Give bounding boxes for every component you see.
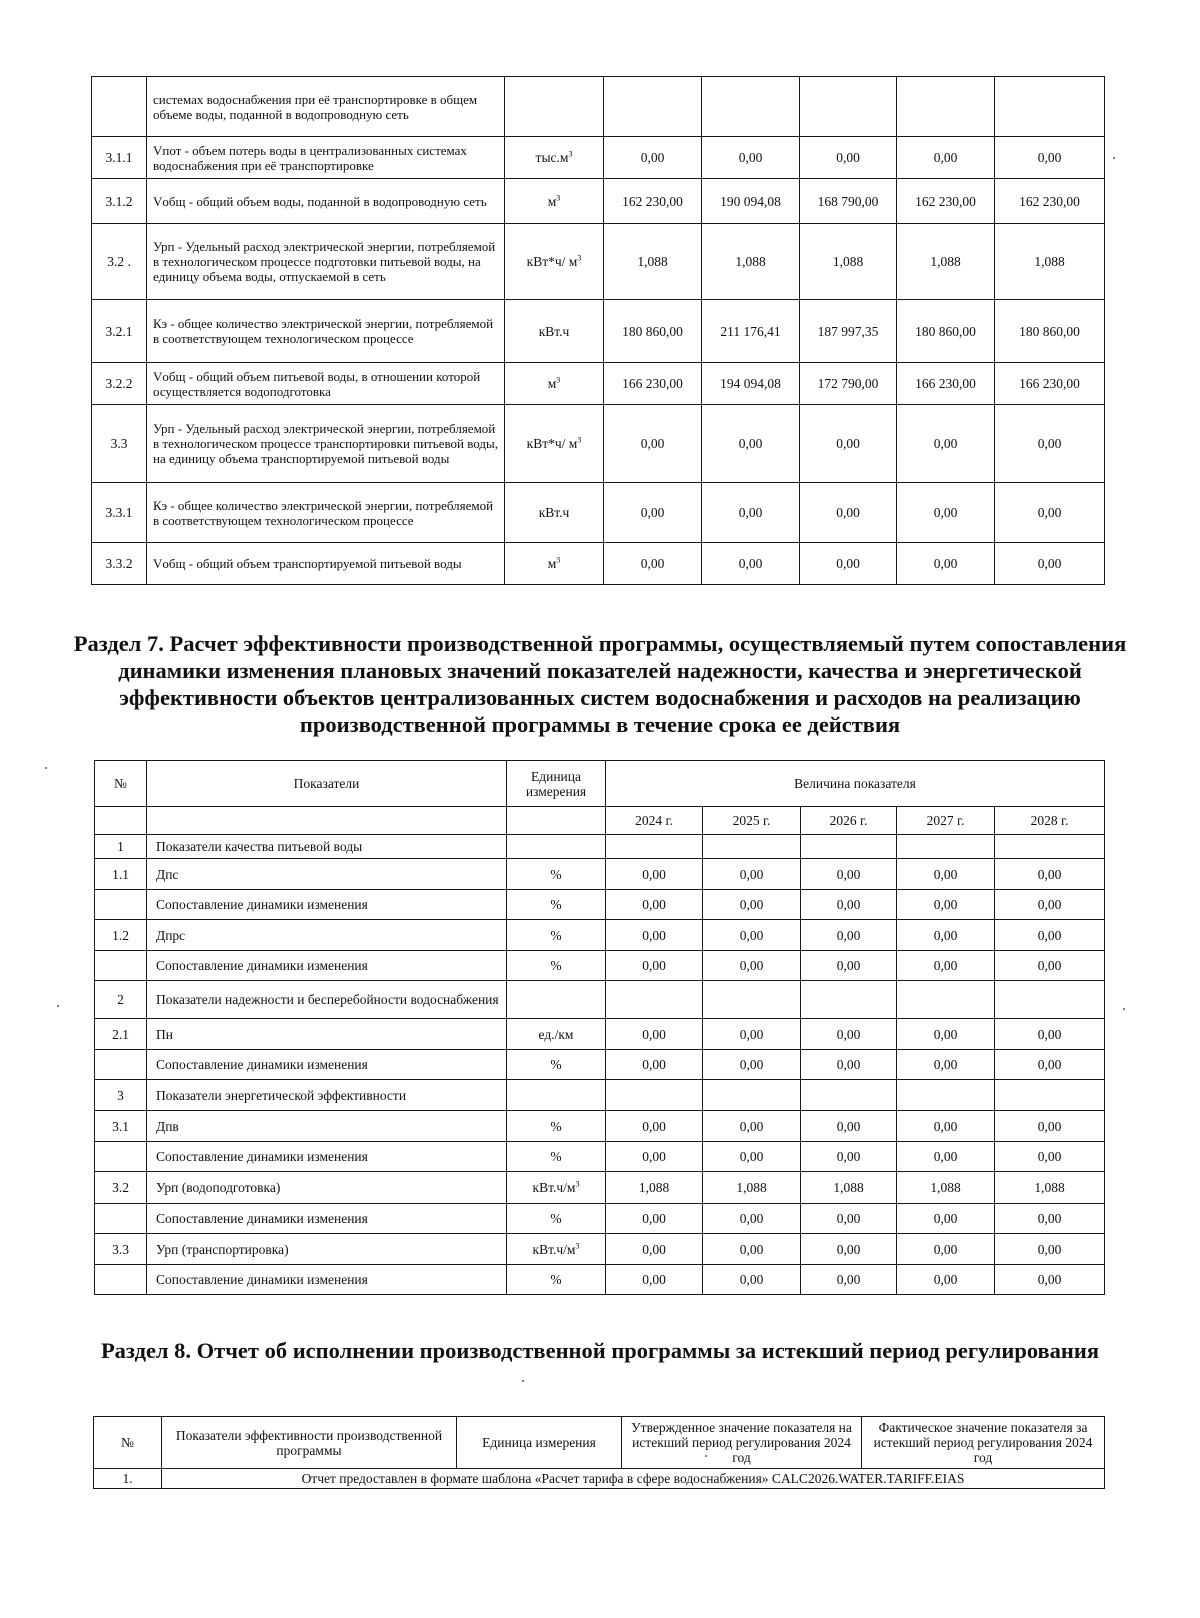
row-unit: %: [507, 1142, 606, 1172]
row-unit: [505, 77, 604, 137]
row-value: 180 860,00: [604, 300, 702, 363]
table-row: [95, 890, 1105, 920]
row-value: [703, 981, 801, 1019]
table-row: [95, 1080, 1105, 1111]
row-value: 0,00: [897, 920, 995, 951]
row-unit: кВт*ч/ $м^3$: [505, 405, 604, 483]
row-value: 0,00: [703, 1019, 801, 1050]
row-value: 0,00: [702, 483, 800, 543]
row-value: 0,00: [897, 890, 995, 920]
row-no: [95, 951, 147, 981]
row-value: [703, 1080, 801, 1111]
empty-cell: [507, 807, 606, 835]
table-row: [92, 405, 1105, 483]
row-value: 0,00: [897, 1142, 995, 1172]
row-indicator: Урп (водоподготовка): [147, 1172, 507, 1204]
row-value: 0,00: [606, 1204, 703, 1234]
col-header-value: Величина показателя: [606, 761, 1105, 807]
empty-cell: [95, 807, 147, 835]
row-no: 3.3: [95, 1234, 147, 1265]
row-value: 187 997,35: [800, 300, 897, 363]
row-unit: кВт*ч/ $м^3$: [505, 224, 604, 300]
year-header: 2028 г.: [995, 807, 1105, 835]
row-no: 1.2: [95, 920, 147, 951]
row-value: 0,00: [604, 483, 702, 543]
row-value: 0,00: [604, 543, 702, 585]
row-unit: $м^3$: [505, 363, 604, 405]
table-row: [95, 981, 1105, 1019]
scan-speck: [45, 767, 47, 769]
row-value: 0,00: [606, 1019, 703, 1050]
row-value: 1,088: [995, 224, 1105, 300]
row-no: 3.3: [92, 405, 147, 483]
row-description: Vпот - объем потерь воды в централизованных системах водоснабжения при её транспортировке: [147, 137, 505, 179]
row-value: [703, 835, 801, 859]
row-value: 0,00: [801, 920, 897, 951]
table2-body: [95, 835, 1105, 1295]
row-indicator: Показатели энергетической эффективности: [147, 1080, 507, 1111]
row-value: 0,00: [801, 1265, 897, 1295]
row-description: Урп - Удельный расход электрической энергии, потребляемой в технологическом процессе подготовки питьевой воды, на единицу объема воды, отпускаемой в сеть: [147, 224, 505, 300]
row-value: [995, 1080, 1105, 1111]
row-value: 0,00: [606, 1111, 703, 1142]
table-row: [95, 1050, 1105, 1080]
row-description: Vобщ - общий объем воды, поданной в водопроводную сеть: [147, 179, 505, 224]
row-no: [92, 77, 147, 137]
table-row: [92, 300, 1105, 363]
table-row: [95, 951, 1105, 981]
row-value: 1,088: [606, 1172, 703, 1204]
col-header-no: №: [94, 1417, 162, 1469]
row-value: 0,00: [995, 1265, 1105, 1295]
row-indicator: Сопоставление динамики изменения: [147, 1204, 507, 1234]
row-value: [604, 77, 702, 137]
row-indicator: Сопоставление динамики изменения: [147, 1265, 507, 1295]
row-unit: [507, 835, 606, 859]
table2-header-row: [95, 761, 1105, 807]
row-value: 0,00: [995, 1204, 1105, 1234]
row-value: 0,00: [995, 483, 1105, 543]
row-value: 0,00: [800, 137, 897, 179]
row-value: 0,00: [995, 405, 1105, 483]
row-value: 0,00: [897, 543, 995, 585]
row-unit: $м^3$: [505, 543, 604, 585]
row-value: 0,00: [801, 859, 897, 890]
row-no: 1.: [94, 1469, 162, 1489]
row-value: [995, 77, 1105, 137]
row-description: Vобщ - общий объем транспортируемой питьевой воды: [147, 543, 505, 585]
row-value: 0,00: [606, 951, 703, 981]
row-value: 0,00: [801, 1234, 897, 1265]
row-description: Урп - Удельный расход электрической энергии, потребляемой в технологическом процессе транспортировки питьевой воды, на единицу объема транспортируемой питьевой воды: [147, 405, 505, 483]
table3-header-row: [94, 1417, 1105, 1469]
row-value: 1,088: [897, 224, 995, 300]
row-indicator: Пн: [147, 1019, 507, 1050]
row-unit: ед./км: [507, 1019, 606, 1050]
row-value: [606, 981, 703, 1019]
table-row: [92, 137, 1105, 179]
row-value: 0,00: [995, 951, 1105, 981]
row-value: [897, 77, 995, 137]
row-value: 0,00: [606, 1050, 703, 1080]
row-description: системах водоснабжения при её транспортировке в общем объеме воды, поданной в водопроводную сеть: [147, 77, 505, 137]
report-note: Отчет предоставлен в формате шаблона «Расчет тарифа в сфере водоснабжения» CALC2026.WATER.TARIFF.EIAS: [162, 1469, 1105, 1489]
row-indicator: Сопоставление динамики изменения: [147, 951, 507, 981]
row-value: 0,00: [606, 1142, 703, 1172]
row-unit: %: [507, 951, 606, 981]
row-value: 0,00: [702, 543, 800, 585]
row-value: 0,00: [606, 920, 703, 951]
row-indicator: Сопоставление динамики изменения: [147, 1050, 507, 1080]
row-value: [801, 1080, 897, 1111]
table-row: [95, 1204, 1105, 1234]
row-value: 1,088: [604, 224, 702, 300]
row-value: 0,00: [897, 483, 995, 543]
row-value: 0,00: [703, 1142, 801, 1172]
row-value: 0,00: [800, 483, 897, 543]
row-value: [897, 1080, 995, 1111]
row-value: 0,00: [604, 137, 702, 179]
row-value: 166 230,00: [897, 363, 995, 405]
row-value: 180 860,00: [995, 300, 1105, 363]
row-value: 0,00: [703, 859, 801, 890]
row-value: 0,00: [702, 137, 800, 179]
col-header-unit: Единица измерения: [507, 761, 606, 807]
row-unit: %: [507, 1265, 606, 1295]
row-no: 3.2.2: [92, 363, 147, 405]
section7-title: Раздел 7. Расчет эффективности производственной программы, осуществляемый путем сопоставления динамики изменения плановых значений показателей надежности, качества и энергетической эффективности объектов централизованных систем водоснабжения и расходов на реализацию производственной программы в течение срока ее действия: [73, 631, 1127, 737]
row-value: [897, 835, 995, 859]
row-value: 0,00: [703, 920, 801, 951]
row-unit: %: [507, 1204, 606, 1234]
row-value: 0,00: [801, 890, 897, 920]
row-value: 0,00: [800, 543, 897, 585]
row-indicator: Урп (транспортировка): [147, 1234, 507, 1265]
row-no: 3.1.1: [92, 137, 147, 179]
scan-speck: [57, 1005, 59, 1007]
row-value: 0,00: [606, 1265, 703, 1295]
row-unit: %: [507, 1111, 606, 1142]
report-table: [93, 1416, 1105, 1489]
year-header: 2026 г.: [801, 807, 897, 835]
row-no: 3.3.1: [92, 483, 147, 543]
row-value: 190 094,08: [702, 179, 800, 224]
row-value: 0,00: [897, 1234, 995, 1265]
row-value: 0,00: [995, 920, 1105, 951]
year-header: 2027 г.: [897, 807, 995, 835]
row-value: 162 230,00: [995, 179, 1105, 224]
row-indicator: Показатели качества питьевой воды: [147, 835, 507, 859]
table-row: [95, 1019, 1105, 1050]
row-unit: %: [507, 920, 606, 951]
row-value: 172 790,00: [800, 363, 897, 405]
row-value: 0,00: [604, 405, 702, 483]
table1-body: [92, 77, 1105, 585]
row-value: 211 176,41: [702, 300, 800, 363]
row-value: 0,00: [995, 1234, 1105, 1265]
year-header: 2024 г.: [606, 807, 703, 835]
row-value: 1,088: [897, 1172, 995, 1204]
row-unit: %: [507, 859, 606, 890]
row-unit: $кВт.ч/м^3$: [507, 1234, 606, 1265]
row-value: [606, 1080, 703, 1111]
indicators-table-continuation: [91, 76, 1105, 585]
row-value: 0,00: [995, 859, 1105, 890]
table-row: [95, 1111, 1105, 1142]
row-value: 0,00: [801, 1204, 897, 1234]
row-indicator: Показатели надежности и бесперебойности водоснабжения: [147, 981, 507, 1019]
row-value: 0,00: [801, 951, 897, 981]
row-no: 3.2.1: [92, 300, 147, 363]
row-indicator: Дпв: [147, 1111, 507, 1142]
table-row: [95, 859, 1105, 890]
table2-years-row: [95, 807, 1105, 835]
row-unit: $м^3$: [505, 179, 604, 224]
row-value: 1,088: [703, 1172, 801, 1204]
table-row: [92, 224, 1105, 300]
row-unit: $кВт.ч/м^3$: [507, 1172, 606, 1204]
row-value: 0,00: [703, 890, 801, 920]
row-value: 0,00: [703, 1204, 801, 1234]
row-no: 2.1: [95, 1019, 147, 1050]
row-value: 0,00: [897, 1050, 995, 1080]
row-unit: кВт.ч: [505, 483, 604, 543]
row-value: 0,00: [703, 1111, 801, 1142]
row-no: 3.1.2: [92, 179, 147, 224]
row-no: [95, 1204, 147, 1234]
row-value: 0,00: [703, 1265, 801, 1295]
row-value: 1,088: [995, 1172, 1105, 1204]
scan-speck: [1123, 1008, 1125, 1010]
table-row: [92, 483, 1105, 543]
table-row: [92, 363, 1105, 405]
row-no: 3.1: [95, 1111, 147, 1142]
row-unit: кВт.ч: [505, 300, 604, 363]
table-row: [95, 920, 1105, 951]
row-no: 3.3.2: [92, 543, 147, 585]
col-header-indicators: Показатели: [147, 761, 507, 807]
row-no: [95, 1050, 147, 1080]
row-unit: %: [507, 890, 606, 920]
row-value: [702, 77, 800, 137]
row-value: 0,00: [897, 1111, 995, 1142]
row-value: 0,00: [801, 1142, 897, 1172]
table-row: [92, 179, 1105, 224]
row-no: [95, 890, 147, 920]
row-value: 0,00: [801, 1111, 897, 1142]
col-header-actual: Фактическое значение показателя за истекший период регулирования 2024 год: [862, 1417, 1105, 1469]
section8-title: Раздел 8. Отчет об исполнении производственной программы за истекший период регулирования: [100, 1338, 1100, 1363]
row-value: [995, 835, 1105, 859]
row-value: 0,00: [703, 951, 801, 981]
row-value: [995, 981, 1105, 1019]
table-row: [94, 1469, 1105, 1489]
row-value: 0,00: [995, 543, 1105, 585]
row-indicator: Сопоставление динамики изменения: [147, 890, 507, 920]
table-row: [95, 1234, 1105, 1265]
row-value: 0,00: [897, 137, 995, 179]
table-row: [92, 77, 1105, 137]
row-unit: $тыс.м^3$: [505, 137, 604, 179]
row-no: 2: [95, 981, 147, 1019]
row-value: 0,00: [995, 137, 1105, 179]
row-value: 162 230,00: [897, 179, 995, 224]
row-value: 0,00: [606, 890, 703, 920]
row-value: 0,00: [606, 1234, 703, 1265]
row-value: 0,00: [897, 1019, 995, 1050]
row-value: 180 860,00: [897, 300, 995, 363]
row-no: 3.2: [95, 1172, 147, 1204]
row-value: 0,00: [897, 405, 995, 483]
table-row: [92, 543, 1105, 585]
table-row: [95, 835, 1105, 859]
row-description: Кэ - общее количество электрической энергии, потребляемой в соответствующем технологическом процессе: [147, 300, 505, 363]
row-value: 0,00: [800, 405, 897, 483]
row-value: 0,00: [995, 1142, 1105, 1172]
row-value: 0,00: [897, 859, 995, 890]
row-description: Vобщ - общий объем питьевой воды, в отношении которой осуществляется водоподготовка: [147, 363, 505, 405]
row-value: [801, 835, 897, 859]
table-row: [95, 1265, 1105, 1295]
row-value: 1,088: [801, 1172, 897, 1204]
row-no: [95, 1142, 147, 1172]
row-unit: %: [507, 1050, 606, 1080]
row-no: 3.2 .: [92, 224, 147, 300]
efficiency-table: [94, 760, 1105, 1295]
row-value: 0,00: [995, 1111, 1105, 1142]
row-value: 1,088: [702, 224, 800, 300]
row-value: [606, 835, 703, 859]
scan-speck: [522, 1380, 524, 1382]
row-value: 0,00: [702, 405, 800, 483]
row-unit: [507, 1080, 606, 1111]
row-no: 1: [95, 835, 147, 859]
table-row: [95, 1172, 1105, 1204]
empty-cell: [147, 807, 507, 835]
row-value: 194 094,08: [702, 363, 800, 405]
year-header: 2025 г.: [703, 807, 801, 835]
row-no: [95, 1265, 147, 1295]
row-value: 0,00: [995, 1019, 1105, 1050]
row-description: Кэ - общее количество электрической энергии, потребляемой в соответствующем технологическом процессе: [147, 483, 505, 543]
col-header-unit: Единица измерения: [457, 1417, 622, 1469]
row-no: 3: [95, 1080, 147, 1111]
col-header-approved: Утвержденное значение показателя на истекший период регулирования 2024 год: [622, 1417, 862, 1469]
row-value: 162 230,00: [604, 179, 702, 224]
row-indicator: Сопоставление динамики изменения: [147, 1142, 507, 1172]
row-indicator: Дпрс: [147, 920, 507, 951]
row-value: 1,088: [800, 224, 897, 300]
row-value: 0,00: [897, 1204, 995, 1234]
row-value: 0,00: [995, 1050, 1105, 1080]
row-no: 1.1: [95, 859, 147, 890]
row-value: 166 230,00: [995, 363, 1105, 405]
table-row: [95, 1142, 1105, 1172]
row-value: [800, 77, 897, 137]
row-value: 0,00: [801, 1050, 897, 1080]
row-value: 0,00: [703, 1050, 801, 1080]
col-header-no: №: [95, 761, 147, 807]
row-value: 0,00: [703, 1234, 801, 1265]
col-header-indicators: Показатели эффективности производственной программы: [162, 1417, 457, 1469]
row-value: 0,00: [606, 859, 703, 890]
row-value: 0,00: [801, 1019, 897, 1050]
scan-speck: [1113, 157, 1115, 159]
row-value: 0,00: [897, 951, 995, 981]
scan-speck: [705, 1455, 707, 1457]
row-value: 0,00: [897, 1265, 995, 1295]
row-value: [801, 981, 897, 1019]
row-unit: [507, 981, 606, 1019]
row-value: 168 790,00: [800, 179, 897, 224]
row-value: 0,00: [995, 890, 1105, 920]
row-value: [897, 981, 995, 1019]
row-value: 166 230,00: [604, 363, 702, 405]
row-indicator: Дпс: [147, 859, 507, 890]
